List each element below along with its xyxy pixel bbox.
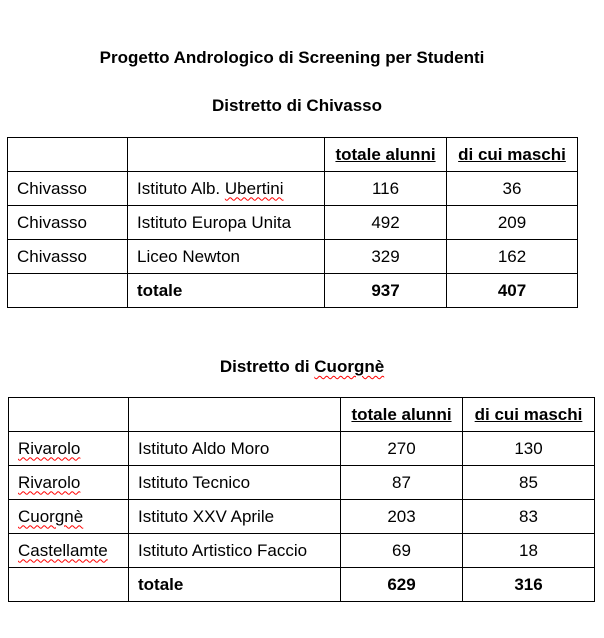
table-total-row: [9, 568, 595, 602]
cell-totale-alunni: 116: [325, 172, 447, 206]
cell-istituto: Istituto Tecnico: [129, 466, 341, 500]
cell-istituto: Liceo Newton: [128, 240, 325, 274]
table-row: [8, 172, 578, 206]
cell-di-cui-maschi: 162: [447, 240, 578, 274]
cell-total-alunni: 629: [341, 568, 463, 602]
cell-comune-empty: [9, 568, 129, 602]
cell-total-maschi: 407: [447, 274, 578, 308]
table-distretto-chivasso: [7, 137, 578, 308]
header-cell-comune: [8, 138, 128, 172]
document-title: Progetto Andrologico di Screening per Studenti: [99, 48, 485, 67]
section-title-cuorgne: [0, 357, 604, 377]
table-row: [8, 206, 578, 240]
table-row: [9, 432, 595, 466]
cell-istituto: Istituto Artistico Faccio: [129, 534, 341, 568]
cell-comune: [9, 466, 129, 500]
spellcheck-flagged-word: Rivarolo: [18, 472, 81, 492]
header-totale-alunni: totale alunni: [341, 398, 463, 432]
cell-istituto: Istituto Aldo Moro: [129, 432, 341, 466]
cell-totale-alunni: 270: [341, 432, 463, 466]
header-cell-comune: [9, 398, 129, 432]
cell-di-cui-maschi: 36: [447, 172, 578, 206]
cell-di-cui-maschi: 18: [463, 534, 595, 568]
cell-comune: Chivasso: [8, 240, 128, 274]
section-title-place: Cuorgnè: [314, 357, 385, 376]
cell-comune: [9, 534, 129, 568]
cell-total-alunni: 937: [325, 274, 447, 308]
cell-totale-alunni: 203: [341, 500, 463, 534]
section-title-chivasso: [0, 96, 594, 116]
table-header-row: [8, 138, 578, 172]
section-title-place: Chivasso: [306, 96, 383, 115]
cell-istituto: [128, 172, 325, 206]
cell-comune: Chivasso: [8, 172, 128, 206]
section-title-prefix: Distretto di: [211, 96, 307, 115]
header-cell-istituto: [129, 398, 341, 432]
istituto-prefix: Istituto Alb.: [137, 178, 225, 198]
spellcheck-flagged-word: Ubertini: [224, 178, 284, 198]
table-row: [9, 534, 595, 568]
header-di-cui-maschi: di cui maschi: [463, 398, 595, 432]
cell-comune: [9, 432, 129, 466]
table-row: [9, 466, 595, 500]
table-header-row: [9, 398, 595, 432]
header-cell-istituto: [128, 138, 325, 172]
header-di-cui-maschi: di cui maschi: [447, 138, 578, 172]
spellcheck-flagged-word: Rivarolo: [18, 438, 81, 458]
spellcheck-flagged-word: Cuorgnè: [18, 506, 84, 526]
cell-comune-empty: [8, 274, 128, 308]
spellcheck-flagged-word: Castellamte: [18, 540, 108, 560]
table-distretto-cuorgne: [8, 397, 595, 602]
cell-di-cui-maschi: 85: [463, 466, 595, 500]
cell-comune: Chivasso: [8, 206, 128, 240]
header-totale-alunni: totale alunni: [325, 138, 447, 172]
cell-totale-alunni: 492: [325, 206, 447, 240]
section-title-prefix: Distretto di: [219, 357, 315, 376]
table-total-row: [8, 274, 578, 308]
cell-totale-alunni: 87: [341, 466, 463, 500]
cell-totale-alunni: 329: [325, 240, 447, 274]
table-row: [9, 500, 595, 534]
cell-total-maschi: 316: [463, 568, 595, 602]
cell-totale-alunni: 69: [341, 534, 463, 568]
cell-di-cui-maschi: 83: [463, 500, 595, 534]
table-row: [8, 240, 578, 274]
cell-total-label: totale: [129, 568, 341, 602]
cell-di-cui-maschi: 130: [463, 432, 595, 466]
cell-total-label: totale: [128, 274, 325, 308]
cell-istituto: Istituto XXV Aprile: [129, 500, 341, 534]
cell-istituto: Istituto Europa Unita: [128, 206, 325, 240]
cell-di-cui-maschi: 209: [447, 206, 578, 240]
cell-comune: [9, 500, 129, 534]
